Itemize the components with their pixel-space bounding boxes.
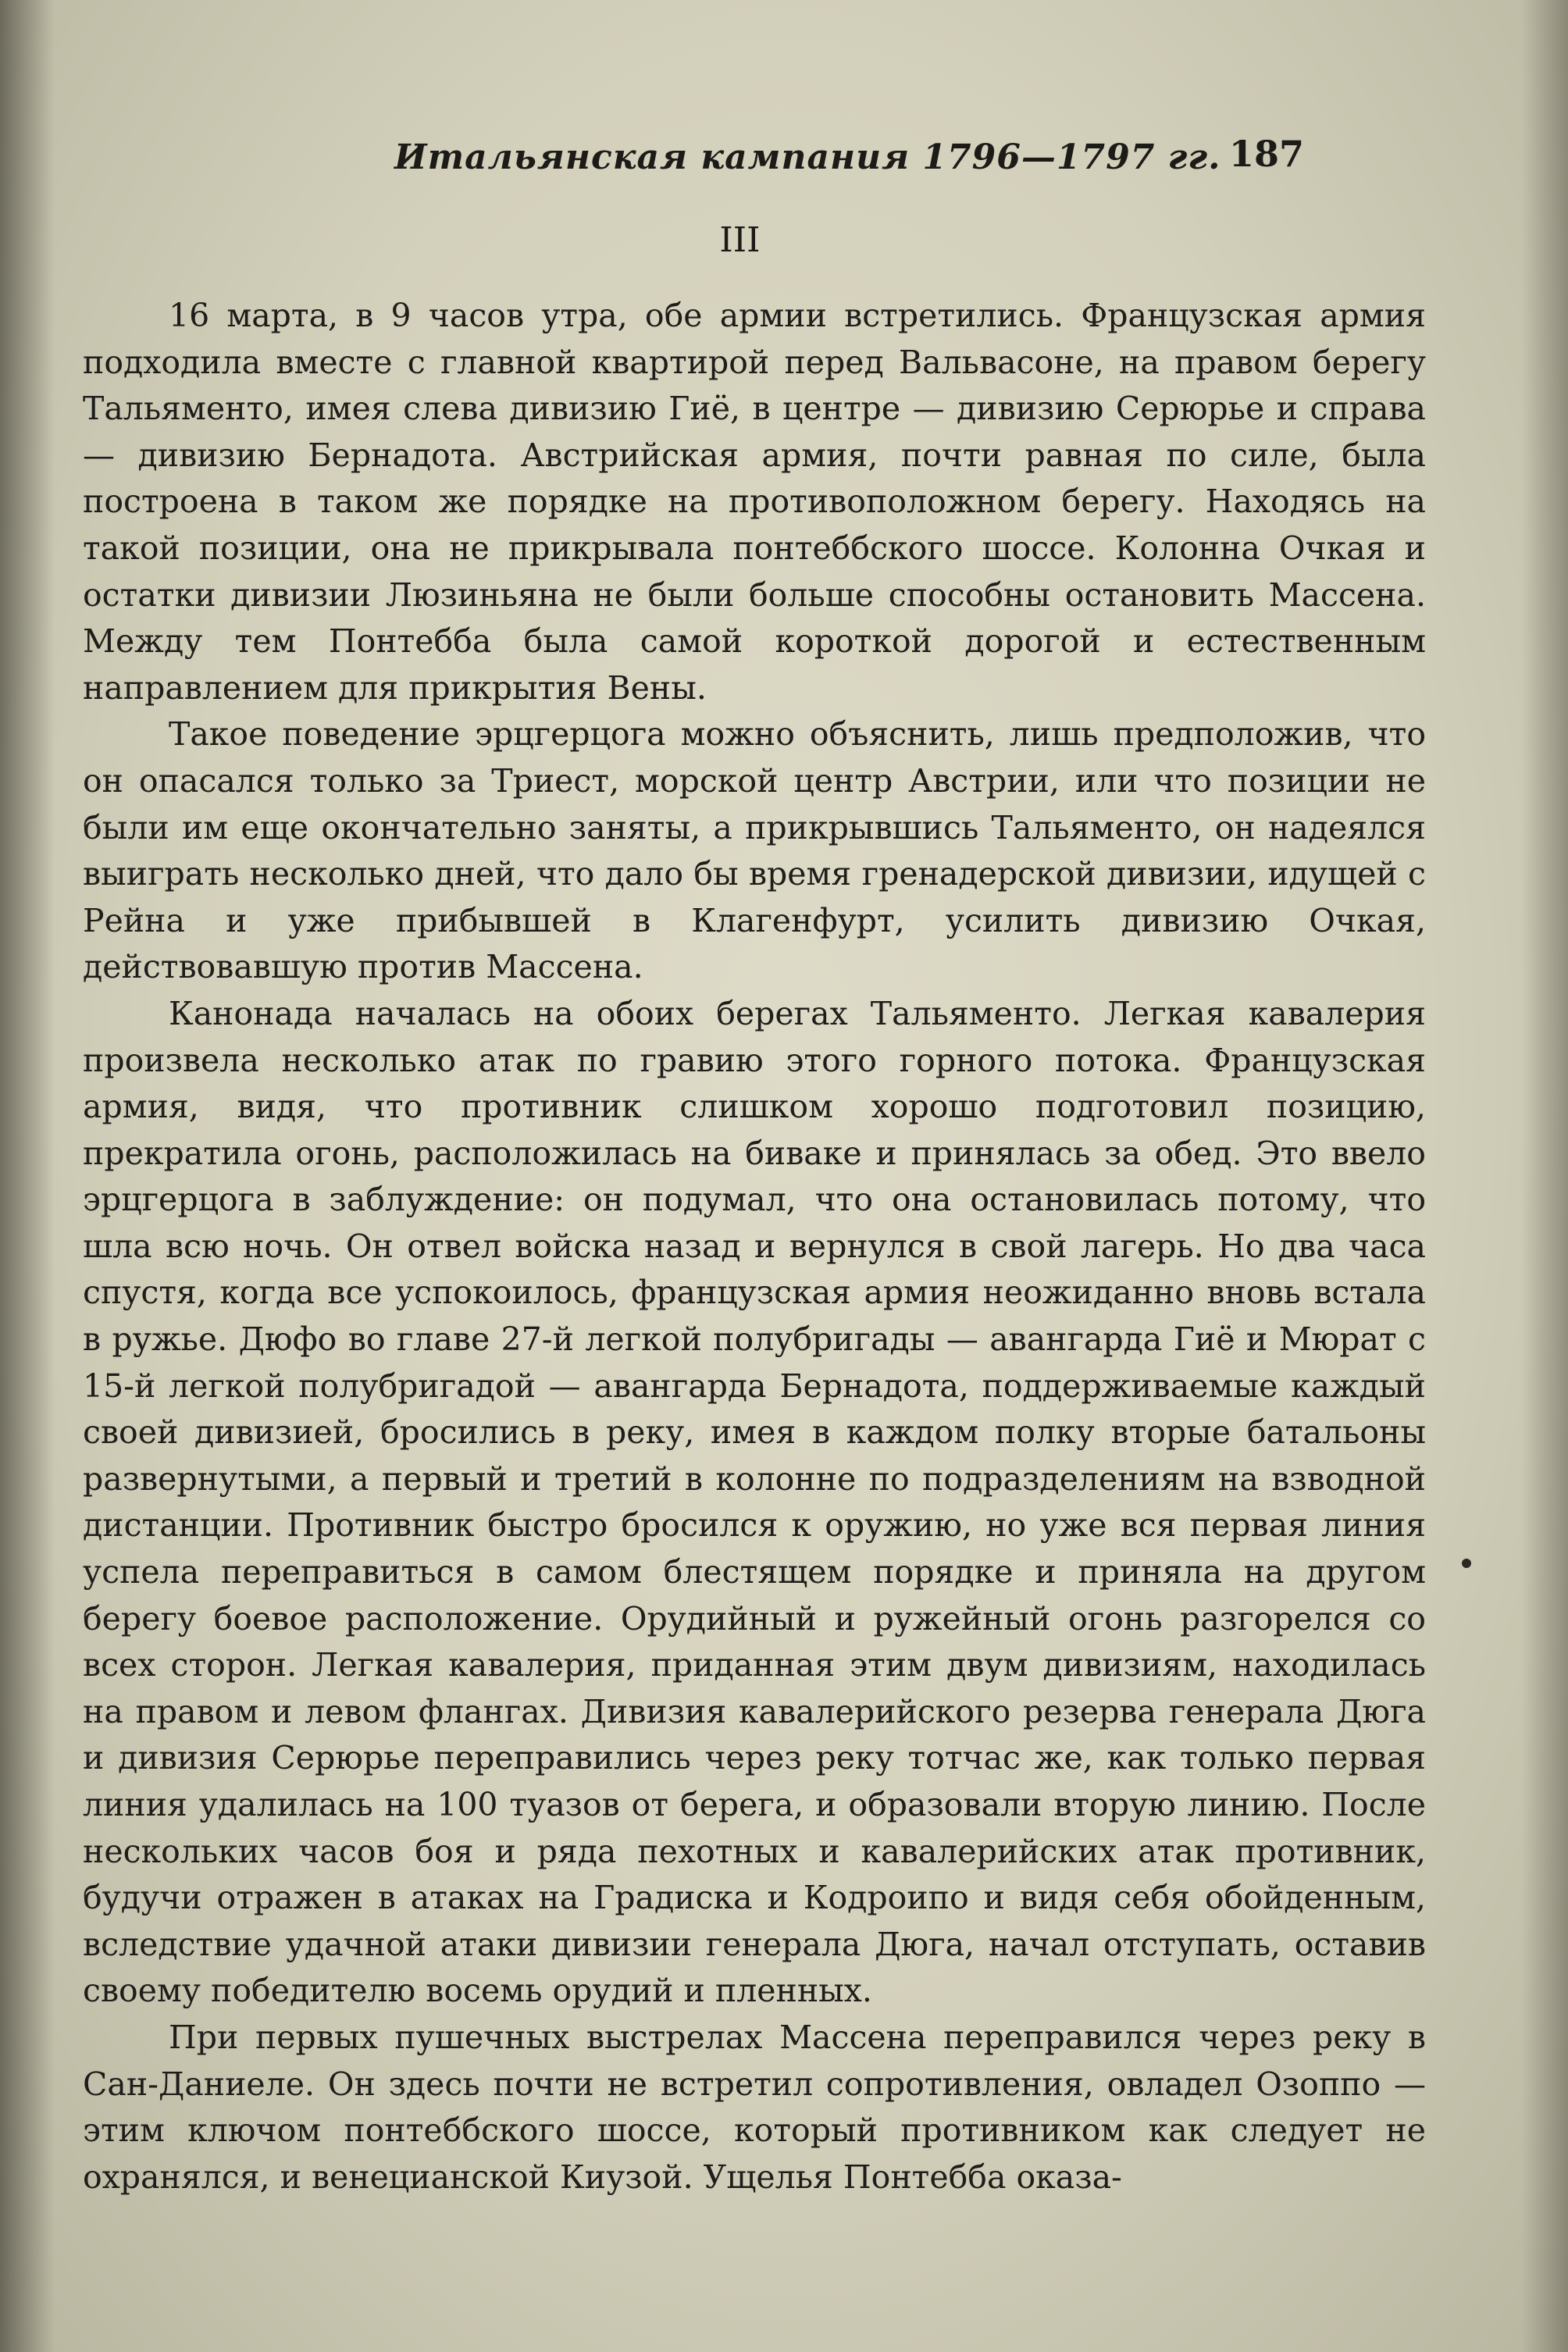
running-title: Итальянская кампания 1796—1797 гг.: [394, 137, 1221, 177]
ink-speck: [1462, 1559, 1471, 1568]
page-gutter-shadow: [0, 0, 55, 2352]
paragraph: Такое поведение эрцгерцога можно объяснить, лишь предположив, что он опасался только за Триест, морской центр Австрии, или что позиции не были им еще окончательно заняты, а прикрывшись Тальяменто, он надеялся выиграть несколько дней, что дало бы время гренадерской дивизии, идущей с Рейна и уже прибывшей в Клагенфурт, усилить дивизию Очкая, действовавшую против Массена.: [83, 715, 1426, 986]
paragraph: 16 марта, в 9 часов утра, обе армии встретились. Французская армия подходила вместе с главной квартирой перед Вальвасоне, на правом берегу Тальяменто, имея слева дивизию Гиё, в центре — дивизию Серюрье и справа — дивизию Бернадота. Австрийская армия, почти равная по силе, была построена в таком же порядке на противоположном берегу. Находясь на такой позиции, она не прикрывала понтеббского шоссе. Колонна Очкая и остатки дивизии Люзиньяна не были больше способны остановить Массена. Между тем Понтебба была самой короткой дорогой и естественным направлением для прикрытия Вены.: [83, 297, 1426, 707]
running-header: [312, 133, 1406, 187]
paragraph: Канонада началась на обоих берегах Тальяменто. Легкая кавалерия произвела несколько атак по гравию этого горного потока. Французская армия, видя, что противник слишком хорошо подготовил позицию, прекратила огонь, расположилась на биваке и принялась за обед. Это ввело эрцгерцога в заблуждение: он подумал, что она остановилась потому, что шла всю ночь. Он отвел войска назад и вернулся в свой лагерь. Но два часа спустя, когда все успокоилось, французская армия неожиданно вновь встала в ружье. Дюфо во главе 27-й легкой полубригады — авангарда Гиё и Мюрат с 15-й легкой полубригадой — авангарда Бернадота, поддерживаемые каждый своей дивизией, бросились в реку, имея в каждом полку вторые батальоны развернутыми, а первый и третий в колонне по подразделениям на взводной дистанции. Противник быстро бросился к оружию, но уже вся первая линия успела переправиться в самом блестящем порядке и приняла на другом берегу боевое расположение. Орудийный и ружейный огонь разгорелся со всех сторон. Легкая кавалерия, приданная этим двум дивизиям, находилась на правом и левом флангах. Дивизия кавалерийского резерва генерала Дюга и дивизия Серюрье переправились через реку тотчас же, как только первая линия удалилась на 100 туазов от берега, и образовали вторую линию. После нескольких часов боя и ряда пехотных и кавалерийских атак противник, будучи отражен в атаках на Градиска и Кодроипо и видя себя обойденным, вследствие удачной атаки дивизии генерала Дюга, начал отступать, оставив своему победителю восемь орудий и пленных.: [83, 994, 1426, 2010]
paragraph: При первых пушечных выстрелах Массена переправился через реку в Сан-Даниеле. Он здесь почти не встретил сопротивления, овладел Озоппо — этим ключом понтеббского шоссе, который противником как следует не охранялся, и венецианской Киузой. Ущелья Понтебба оказа-: [83, 2018, 1426, 2196]
page-number: 187: [1228, 133, 1304, 175]
body-text: [83, 293, 1426, 2201]
page-edge-shadow: [1521, 0, 1568, 2352]
section-heading: III: [719, 220, 761, 260]
